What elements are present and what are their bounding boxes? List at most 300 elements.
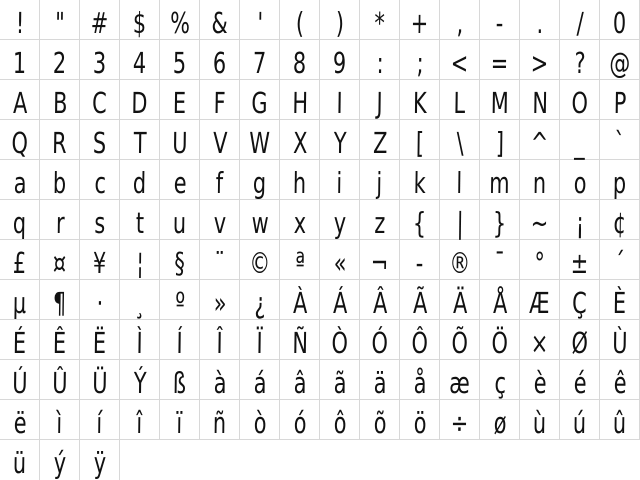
- glyph-cell: [0, 200, 40, 240]
- glyph-cell: [600, 40, 640, 80]
- glyph-character: ¯: [494, 246, 506, 280]
- glyph-cell: [320, 120, 360, 160]
- glyph-cell: [320, 160, 360, 200]
- glyph-character: É: [12, 326, 27, 360]
- glyph-character: r: [55, 206, 65, 240]
- glyph-cell: [160, 160, 200, 200]
- glyph-cell: [520, 280, 560, 320]
- glyph-cell: [320, 280, 360, 320]
- glyph-cell: [440, 360, 480, 400]
- glyph-cell: [80, 400, 120, 440]
- glyph-cell: [120, 360, 160, 400]
- glyph-cell: [440, 400, 480, 440]
- glyph-character: ¿: [254, 286, 266, 320]
- glyph-character: Ç: [572, 286, 588, 320]
- glyph-character: `: [614, 126, 626, 160]
- glyph-character: :: [376, 46, 384, 80]
- glyph-character: D: [131, 86, 149, 120]
- glyph-character: C: [92, 86, 108, 120]
- glyph-cell: [360, 200, 400, 240]
- glyph-character: ù: [532, 406, 547, 440]
- glyph-character: @: [609, 46, 631, 80]
- glyph-cell: [360, 80, 400, 120]
- glyph-character: í: [96, 406, 103, 440]
- glyph-character: ç: [493, 366, 506, 400]
- glyph-character: Â: [372, 286, 388, 320]
- glyph-cell: [440, 80, 480, 120]
- glyph-cell: [40, 40, 80, 80]
- glyph-character: ü: [12, 446, 27, 480]
- glyph-character: Ò: [331, 326, 349, 360]
- glyph-cell: [200, 160, 240, 200]
- glyph-character: x: [293, 206, 307, 240]
- glyph-character: z: [374, 206, 386, 240]
- glyph-cell: [0, 360, 40, 400]
- glyph-cell: [0, 40, 40, 80]
- glyph-cell: [40, 160, 80, 200]
- glyph-character: Î: [216, 326, 224, 360]
- glyph-character: M: [490, 86, 510, 120]
- glyph-character: 4: [132, 46, 147, 80]
- glyph-character: Ï: [256, 326, 264, 360]
- glyph-character: -: [415, 246, 424, 280]
- glyph-cell: [360, 160, 400, 200]
- glyph-cell: [440, 280, 480, 320]
- glyph-cell: [480, 400, 520, 440]
- glyph-character: o: [573, 166, 587, 200]
- glyph-cell: [120, 0, 160, 40]
- glyph-character: ): [335, 6, 345, 40]
- glyph-character: U: [171, 126, 188, 160]
- glyph-cell: [600, 0, 640, 40]
- glyph-cell: [560, 360, 600, 400]
- glyph-character: å: [413, 366, 427, 400]
- glyph-character: ä: [373, 366, 387, 400]
- glyph-character: B: [52, 86, 68, 120]
- glyph-character: ì: [56, 406, 63, 440]
- glyph-character: Z: [372, 126, 388, 160]
- glyph-cell: [80, 280, 120, 320]
- glyph-character: /: [576, 6, 584, 40]
- glyph-cell: [480, 360, 520, 400]
- glyph-character: ×: [530, 326, 549, 360]
- glyph-cell: [280, 360, 320, 400]
- glyph-cell: [240, 40, 280, 80]
- glyph-character: á: [253, 366, 267, 400]
- glyph-cell: [520, 40, 560, 80]
- glyph-cell: [80, 440, 120, 480]
- glyph-character: $: [132, 6, 147, 40]
- glyph-character: =: [490, 46, 509, 80]
- glyph-cell: [560, 320, 600, 360]
- glyph-character: ª: [294, 246, 305, 280]
- glyph-cell: [480, 120, 520, 160]
- glyph-cell: [120, 400, 160, 440]
- glyph-character: ò: [253, 406, 267, 440]
- glyph-character: ú: [572, 406, 587, 440]
- glyph-character: ¨: [214, 246, 226, 280]
- glyph-character: s: [94, 206, 106, 240]
- glyph-cell: [40, 80, 80, 120]
- glyph-cell: [320, 0, 360, 40]
- glyph-cell: [120, 320, 160, 360]
- glyph-character: L: [453, 86, 466, 120]
- glyph-cell: [400, 360, 440, 400]
- glyph-cell: [600, 280, 640, 320]
- glyph-character: Ë: [92, 326, 107, 360]
- glyph-cell: [200, 280, 240, 320]
- glyph-cell: [320, 40, 360, 80]
- glyph-character: ã: [333, 366, 347, 400]
- glyph-cell: [160, 0, 200, 40]
- glyph-cell: [520, 360, 560, 400]
- glyph-cell: [240, 80, 280, 120]
- glyph-character: n: [532, 166, 547, 200]
- glyph-cell: [560, 80, 600, 120]
- glyph-cell: [600, 400, 640, 440]
- glyph-character: G: [251, 86, 269, 120]
- glyph-character: ~: [530, 206, 549, 240]
- glyph-cell: [80, 360, 120, 400]
- glyph-character: ë: [13, 406, 27, 440]
- glyph-character: ê: [613, 366, 627, 400]
- glyph-cell: [360, 400, 400, 440]
- glyph-character: |: [456, 206, 464, 240]
- glyph-cell: [280, 160, 320, 200]
- glyph-character: Q: [11, 126, 29, 160]
- glyph-cell: [520, 160, 560, 200]
- glyph-cell: [0, 120, 40, 160]
- glyph-cell: [120, 80, 160, 120]
- glyph-cell: [0, 440, 40, 480]
- glyph-cell: [360, 360, 400, 400]
- glyph-character: Á: [332, 286, 348, 320]
- glyph-character: ö: [413, 406, 427, 440]
- glyph-cell: [240, 360, 280, 400]
- glyph-character: ï: [176, 406, 183, 440]
- glyph-cell: [200, 240, 240, 280]
- glyph-character: ß: [172, 366, 187, 400]
- glyph-cell: [480, 320, 520, 360]
- glyph-character: ô: [333, 406, 347, 440]
- glyph-character: 9: [332, 46, 347, 80]
- glyph-cell: [0, 240, 40, 280]
- glyph-cell: [160, 40, 200, 80]
- glyph-cell: [440, 240, 480, 280]
- glyph-character: Ö: [491, 326, 509, 360]
- glyph-cell: [240, 160, 280, 200]
- glyph-character: Õ: [451, 326, 469, 360]
- glyph-character: S: [92, 126, 107, 160]
- glyph-cell: [200, 200, 240, 240]
- glyph-character: ;: [416, 46, 424, 80]
- glyph-cell: [280, 320, 320, 360]
- glyph-character: u: [172, 206, 187, 240]
- glyph-cell: [600, 120, 640, 160]
- glyph-character: 8: [292, 46, 307, 80]
- glyph-character: k: [413, 166, 427, 200]
- glyph-character: º: [174, 286, 185, 320]
- glyph-cell: [40, 440, 80, 480]
- glyph-character: W: [249, 126, 271, 160]
- glyph-character: f: [215, 166, 224, 200]
- glyph-cell: [40, 400, 80, 440]
- glyph-cell: [320, 80, 360, 120]
- glyph-character: w: [251, 206, 269, 240]
- glyph-cell: [80, 160, 120, 200]
- glyph-cell: [520, 0, 560, 40]
- glyph-cell: [280, 400, 320, 440]
- glyph-character: ÷: [450, 406, 469, 440]
- glyph-cell: [320, 240, 360, 280]
- glyph-character: ý: [53, 446, 67, 480]
- glyph-character: <: [450, 46, 469, 80]
- glyph-cell: [240, 400, 280, 440]
- glyph-cell: [560, 280, 600, 320]
- glyph-character: a: [13, 166, 27, 200]
- glyph-character: Ü: [91, 366, 108, 400]
- glyph-character: à: [213, 366, 227, 400]
- glyph-character: R: [52, 126, 68, 160]
- glyph-cell: [40, 240, 80, 280]
- glyph-cell: [120, 200, 160, 240]
- glyph-cell: [280, 0, 320, 40]
- glyph-character: T: [133, 126, 147, 160]
- glyph-cell: [40, 320, 80, 360]
- glyph-character: q: [12, 206, 27, 240]
- glyph-character: &: [211, 6, 229, 40]
- glyph-character: «: [333, 246, 347, 280]
- glyph-cell: [80, 120, 120, 160]
- glyph-character: Ä: [452, 286, 468, 320]
- glyph-cell: [320, 400, 360, 440]
- glyph-character: è: [533, 366, 547, 400]
- glyph-cell: [520, 120, 560, 160]
- glyph-cell: [280, 80, 320, 120]
- glyph-cell: [400, 280, 440, 320]
- glyph-cell: [80, 200, 120, 240]
- glyph-character: .: [536, 6, 544, 40]
- glyph-cell: [40, 120, 80, 160]
- glyph-character: ¡: [575, 206, 585, 240]
- glyph-cell: [360, 40, 400, 80]
- glyph-cell: [360, 240, 400, 280]
- glyph-cell: [80, 40, 120, 80]
- glyph-cell: [440, 0, 480, 40]
- glyph-character: >: [530, 46, 549, 80]
- glyph-character: ø: [493, 406, 507, 440]
- glyph-character: l: [456, 166, 463, 200]
- glyph-character: §: [174, 246, 186, 280]
- glyph-cell: [280, 200, 320, 240]
- glyph-character: \: [456, 126, 464, 160]
- glyph-cell: [400, 160, 440, 200]
- glyph-cell: [80, 320, 120, 360]
- glyph-cell: [160, 360, 200, 400]
- glyph-cell: [200, 400, 240, 440]
- glyph-cell: [600, 80, 640, 120]
- glyph-character: ÿ: [93, 446, 107, 480]
- glyph-character: -: [495, 6, 504, 40]
- glyph-character: ": [54, 6, 65, 40]
- glyph-character: æ: [449, 366, 471, 400]
- glyph-character: }: [492, 206, 507, 240]
- glyph-cell: [280, 120, 320, 160]
- glyph-character: *: [374, 6, 386, 40]
- glyph-character: Û: [51, 366, 68, 400]
- glyph-cell: [40, 200, 80, 240]
- glyph-character: û: [612, 406, 627, 440]
- glyph-cell: [200, 120, 240, 160]
- glyph-character: ^: [530, 126, 549, 160]
- glyph-cell: [40, 360, 80, 400]
- glyph-cell: [240, 0, 280, 40]
- glyph-cell: [520, 240, 560, 280]
- glyph-cell: [160, 400, 200, 440]
- glyph-cell: [400, 80, 440, 120]
- glyph-cell: [200, 320, 240, 360]
- glyph-cell: [80, 80, 120, 120]
- glyph-cell: [480, 200, 520, 240]
- glyph-character: µ: [12, 286, 27, 320]
- glyph-cell: [520, 320, 560, 360]
- glyph-cell: [440, 120, 480, 160]
- glyph-cell: [360, 320, 400, 360]
- glyph-cell: [240, 120, 280, 160]
- glyph-cell: [200, 40, 240, 80]
- glyph-character: V: [212, 126, 228, 160]
- glyph-cell: [560, 160, 600, 200]
- glyph-character: ®: [449, 246, 471, 280]
- glyph-character: #: [90, 6, 109, 40]
- glyph-character: _: [574, 126, 586, 160]
- glyph-cell: [160, 200, 200, 240]
- glyph-character: °: [534, 246, 546, 280]
- glyph-cell: [320, 320, 360, 360]
- glyph-cell: [0, 320, 40, 360]
- glyph-cell: [520, 80, 560, 120]
- glyph-character: Æ: [529, 286, 551, 320]
- glyph-cell: [400, 320, 440, 360]
- glyph-cell: [440, 160, 480, 200]
- glyph-cell: [0, 160, 40, 200]
- glyph-character: 3: [92, 46, 107, 80]
- glyph-cell: [560, 120, 600, 160]
- glyph-character: c: [93, 166, 106, 200]
- glyph-character: Ô: [411, 326, 429, 360]
- glyph-character: v: [213, 206, 227, 240]
- glyph-cell: [480, 0, 520, 40]
- glyph-cell: [200, 80, 240, 120]
- glyph-character: Ó: [371, 326, 389, 360]
- glyph-cell: [280, 280, 320, 320]
- glyph-character: 0: [612, 6, 627, 40]
- glyph-character: [: [415, 126, 425, 160]
- glyph-cell: [600, 240, 640, 280]
- glyph-character: ¶: [52, 286, 67, 320]
- glyph-character: ñ: [212, 406, 227, 440]
- glyph-cell: [200, 0, 240, 40]
- glyph-character: t: [135, 206, 145, 240]
- glyph-character: Ã: [412, 286, 428, 320]
- glyph-character: e: [173, 166, 187, 200]
- glyph-character: Y: [333, 126, 347, 160]
- glyph-cell: [480, 40, 520, 80]
- glyph-cell: [560, 40, 600, 80]
- glyph-character: ¬: [370, 246, 389, 280]
- glyph-character: 5: [172, 46, 187, 80]
- glyph-character: K: [412, 86, 427, 120]
- glyph-cell: [120, 280, 160, 320]
- glyph-character: ¢: [612, 206, 627, 240]
- glyph-cell: [160, 120, 200, 160]
- glyph-character: ¤: [52, 246, 67, 280]
- glyph-cell: [320, 200, 360, 240]
- glyph-character: m: [489, 166, 511, 200]
- glyph-cell: [440, 40, 480, 80]
- empty-grid-area: [120, 440, 640, 480]
- glyph-character: ±: [570, 246, 589, 280]
- glyph-character: O: [571, 86, 589, 120]
- glyph-character: N: [531, 86, 548, 120]
- glyph-cell: [480, 160, 520, 200]
- glyph-character: P: [613, 86, 627, 120]
- glyph-cell: [360, 0, 400, 40]
- glyph-cell: [80, 0, 120, 40]
- glyph-character: p: [612, 166, 627, 200]
- glyph-cell: [160, 80, 200, 120]
- glyph-cell: [400, 120, 440, 160]
- glyph-cell: [160, 240, 200, 280]
- glyph-character: Ú: [11, 366, 28, 400]
- glyph-cell: [560, 200, 600, 240]
- glyph-cell: [520, 200, 560, 240]
- glyph-character: y: [333, 206, 347, 240]
- glyph-character: Ì: [136, 326, 144, 360]
- glyph-cell: [240, 280, 280, 320]
- glyph-cell: [480, 240, 520, 280]
- glyph-character: ¸: [134, 286, 146, 320]
- glyph-character: %: [169, 6, 190, 40]
- glyph-character: â: [293, 366, 307, 400]
- glyph-character: X: [292, 126, 308, 160]
- glyph-character: î: [136, 406, 143, 440]
- glyph-character: Ý: [133, 366, 147, 400]
- glyph-cell: [120, 120, 160, 160]
- glyph-character: 7: [252, 46, 267, 80]
- glyph-cell: [0, 0, 40, 40]
- glyph-cell: [600, 360, 640, 400]
- glyph-character: ': [256, 6, 263, 40]
- glyph-character: ´: [614, 246, 626, 280]
- glyph-cell: [600, 320, 640, 360]
- glyph-cell: [320, 360, 360, 400]
- glyph-character: 2: [52, 46, 67, 80]
- glyph-cell: [560, 400, 600, 440]
- glyph-character: {: [412, 206, 427, 240]
- glyph-cell: [280, 40, 320, 80]
- glyph-character: h: [292, 166, 307, 200]
- glyph-character: I: [336, 86, 344, 120]
- glyph-cell: [560, 240, 600, 280]
- glyph-character: !: [15, 6, 25, 40]
- glyph-character: g: [252, 166, 267, 200]
- glyph-cell: [440, 320, 480, 360]
- glyph-character: À: [292, 286, 308, 320]
- glyph-character: ©: [249, 246, 271, 280]
- glyph-cell: [0, 280, 40, 320]
- glyph-cell: [120, 240, 160, 280]
